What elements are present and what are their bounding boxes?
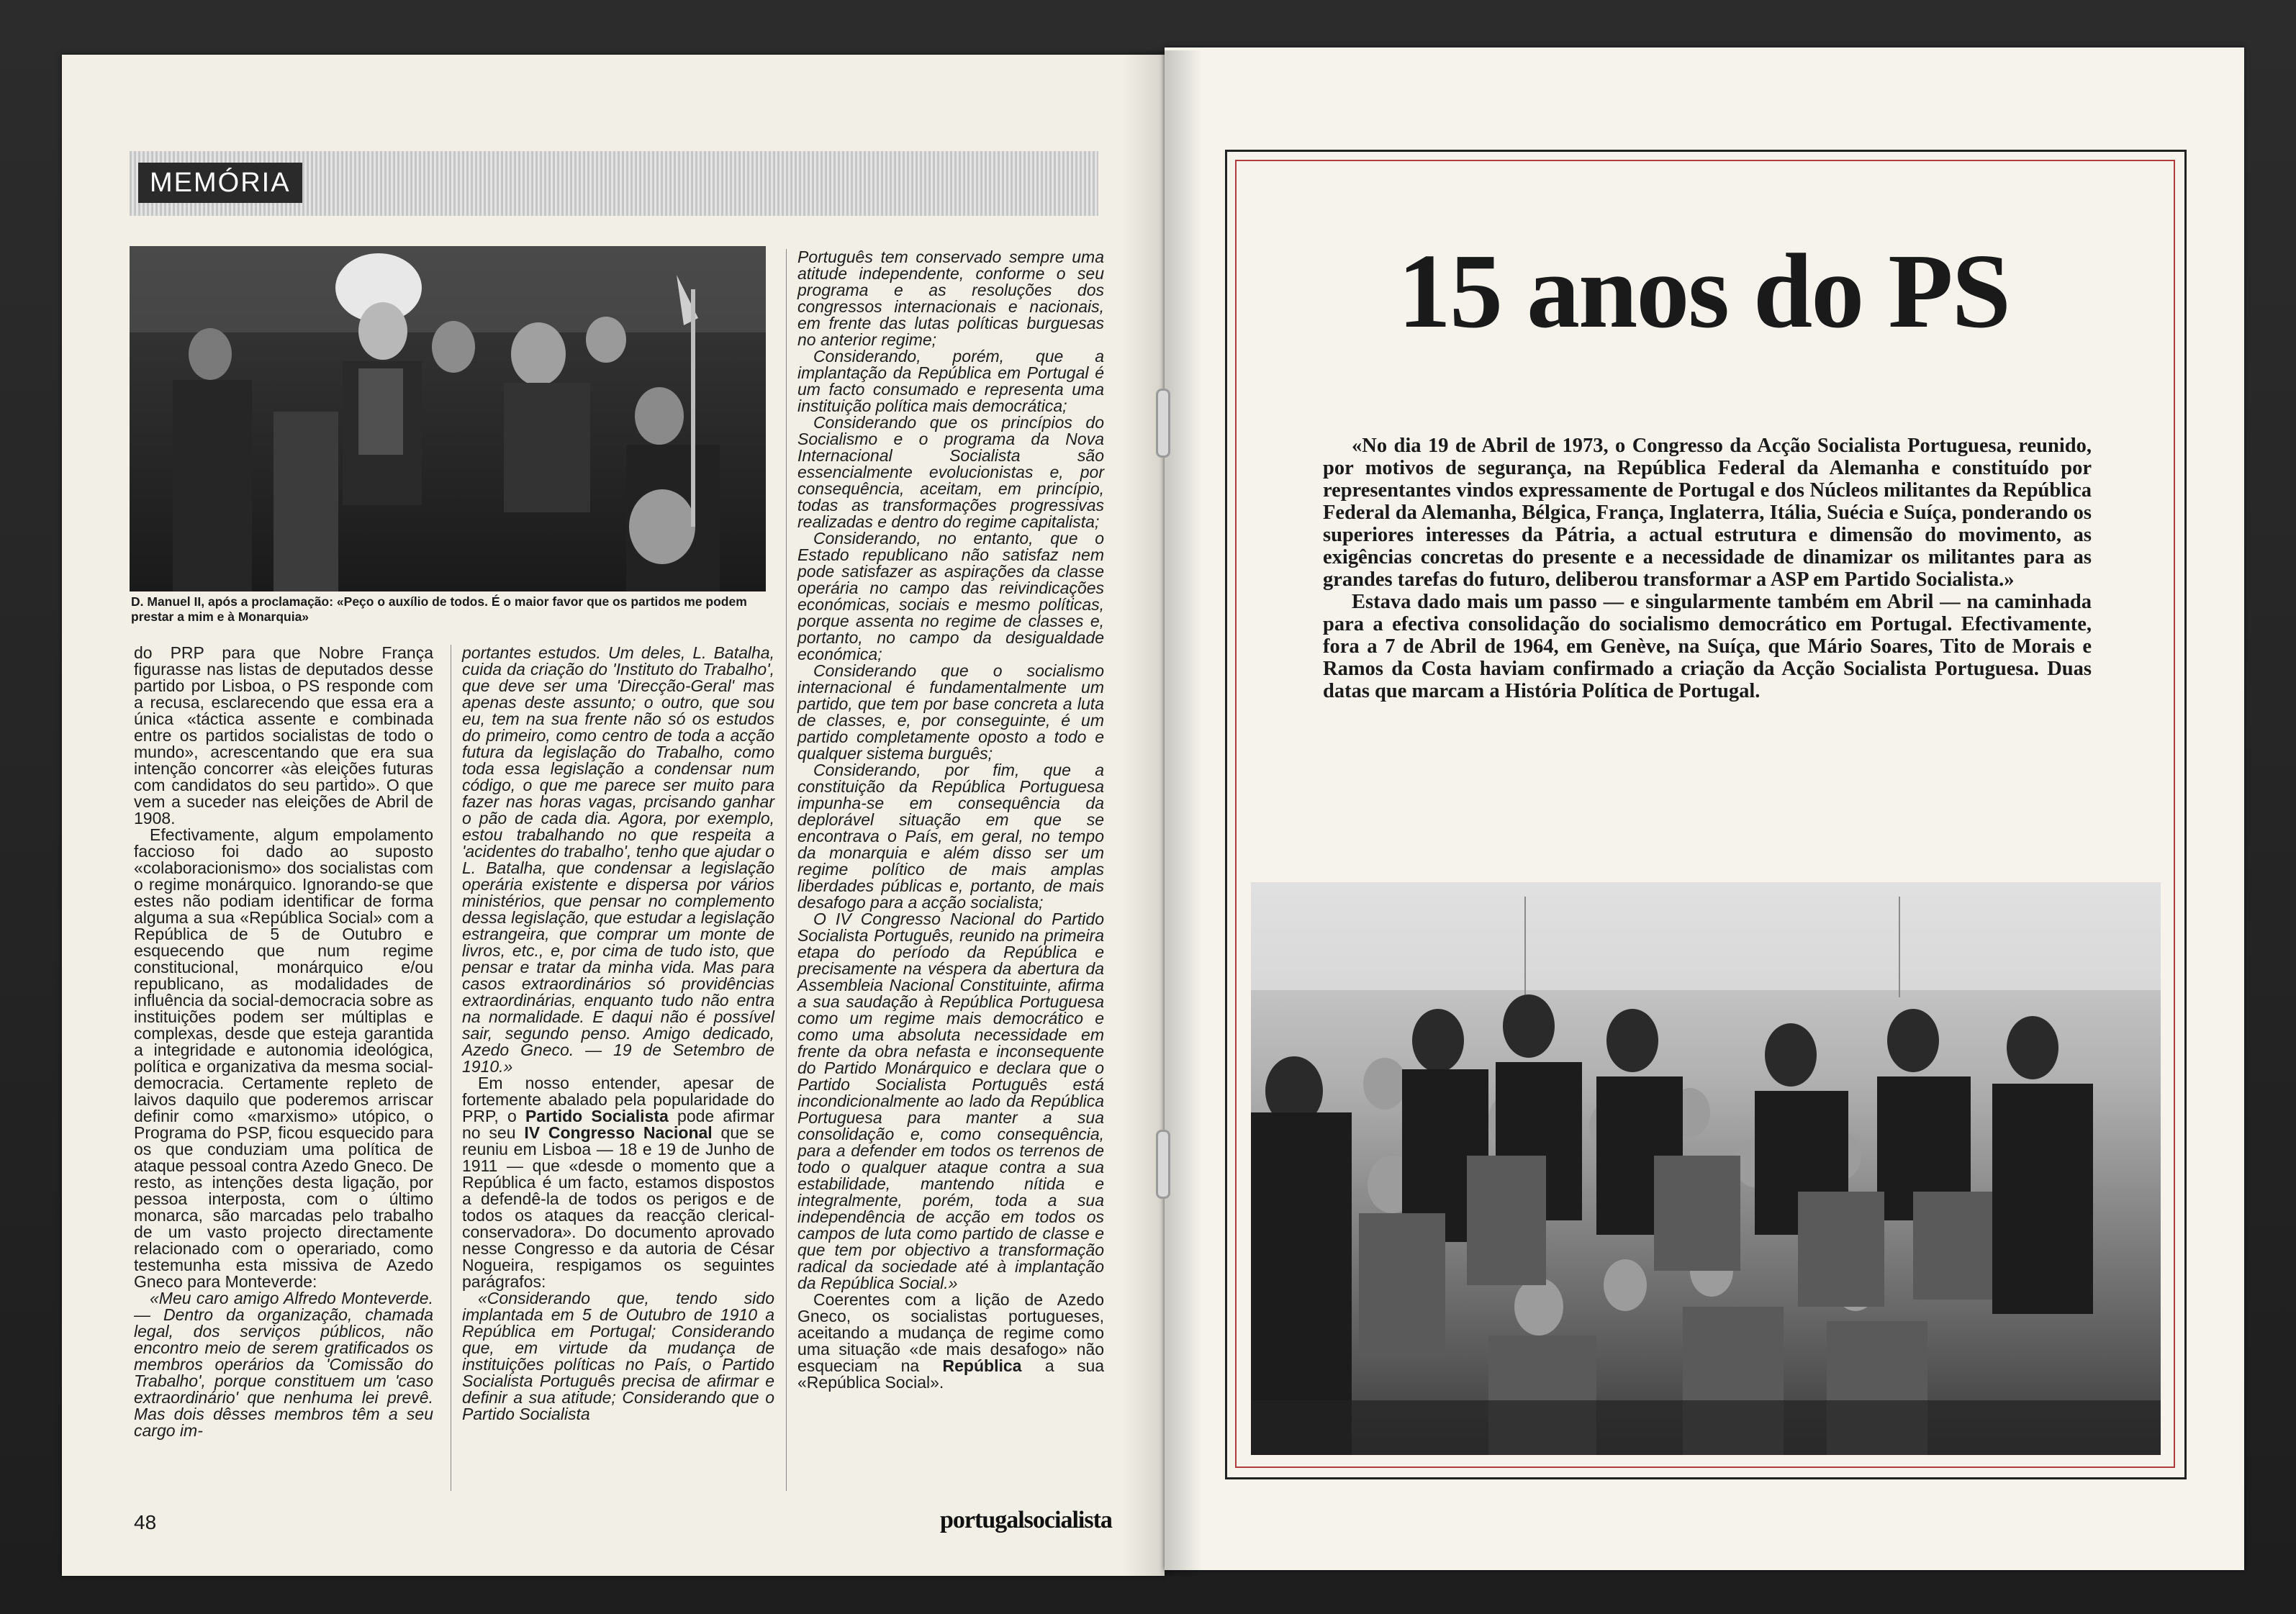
staple [1156,1130,1170,1199]
resolution-paragraph: Considerando, porém, que a implantação da República em Portugal é um facto consumado e representa uma instituição política mais democrática; [797,347,1104,415]
column-rule [786,249,787,1491]
quoted-letter: «Meu caro amigo Alfredo Monteverde. — Dentro da organização, chamada legal, dos serviços públicos, não encontro meio de serem gratificados os membros operários da 'Comissão do Trabalho', porque constituem um 'caso extraordinário' que nenhuma lei prevê. Mas dois dêsses membros têm a seu cargo im- [134,1289,433,1440]
page-number: 48 [134,1511,157,1533]
paragraph: do PRP para que Nobre França figurasse nas listas de deputados desse partido por Lisboa, o PS responde com a recusa, esclarecendo que essa era a única «táctica assente e combinada entre os partidos socialistas de todo o mundo», acrescentando que era sua intenção concorrer «às eleições futuras com candidatos do seu partido». O que vem a suceder nas eleições de Abril de 1908. [134,643,433,828]
lead-paragraph: Estava dado mais um passo — e singularmente também em Abril — na caminhada para a efectiva consolidação do socialismo democrático em Portugal. Efectivamente, fora a 7 de Abril de 1964, em Genève, na Suíça, que Mário Soares, Tito de Morais e Ramos da Costa haviam confirmado a criação da Acção Socialista Portuguesa. Duas datas que marcam a História Política de Portugal. [1323,591,2092,702]
text-column-2 [462,645,774,1423]
headline: 15 anos do PS [1398,232,2010,350]
text: a sua «República Social». [797,1356,1105,1392]
section-label: MEMÓRIA [138,163,302,203]
resolution-paragraph: Considerando, no entanto, que o Estado republicano não satisfaz nem pode satisfazer as aspirações da classe operária no campo das reivindicações económicas, sociais e mesmo políticas, porque assenta no regime de classes e, portanto, no campo da desigualdade económica; [797,529,1104,663]
resolution-paragraph: Português tem conservado sempre uma atitude independente, conforme o seu programa e as resoluções dos congressos internacionais e nacionais, em frente das lutas políticas burguesas no anterior regime; [797,248,1104,349]
text-column-1 [134,645,433,1439]
quoted-resolution: «Considerando que, tendo sido implantada em 5 de Outubro de 1910 a República em Portugal; Considerando que, em virtude da mudança de instituições políticas no País, o Partido Socialista Português precisa de afirmar e definir a sua atitude; Considerando que o Partido Socialista [462,1289,774,1423]
bold-term: IV Congresso Nacional [524,1123,713,1142]
lead-text [1323,435,2092,702]
resolution-paragraph: O IV Congresso Nacional do Partido Socialista Português, reunido na primeira etapa do período da República e precisamente na véspera da abertura da Assembleia Nacional Constituinte, afirma a sua saudação à República Portuguesa como um regime mais democrático e como uma absoluta necessidade em frente da obra nefasta e inconsequente do Partido Monárquico e declara que o Partido Socialista Português está incondicionalmente ao lado da República Portuguesa para manter a sua consolidação e, como consequência, para a defender em todos os terrenos de todo o qualquer ataque contra a sua estabilidade, mantendo nítida e integralmente, porém, toda a sua independência de acção em todos os campos de luta como partido de classe e que tem por objectivo a transformação radical da sociedade até à implantação da República Social.» [797,910,1104,1292]
text: pode afirmar no seu [462,1107,774,1142]
quoted-letter-cont: portantes estudos. Um deles, L. Batalha, cuida da criação do 'Instituto do Trabalho', que deve ser uma 'Direcção-Geral' mas apenas deste assunto; o outro, que sou eu, tem na sua frente não só os estudos do primeiro, como centro de toda a acção futura da legislação do Trabalho, como toda essa legislação a condensar num código, o que me parece ser muito para fazer nas horas vagas, prcisando ganhar o pão de cada dia. Agora, por exemplo, estou trabalhando no que respeita a 'acidentes do trabalho', tenho que ajudar o L. Batalha, que condensar a legislação operária existente e dispersa por vários ministérios, que pensar no complemento dessa legislação, que estudar a legislação estrangeira, que comprar um monte de livros, etc., e, por cima de tudo isto, que pensar e tratar da minha vida. Mas para casos extraordinários só providências extraordinárias, enquanto tudo não entra na normalidade. E daqui não é possível sair, segundo penso. Amigo dedicado, Azedo Gneco. — 19 de Setembro de 1910.» [462,643,774,1076]
photo-king-proclamation [130,246,766,591]
text-column-3 [797,249,1104,1391]
resolution-paragraph: Considerando que os princípios do Socialismo e o programa da Nova Internacional Socialista são essencialmente evolucionistas e, por consequência, aceitam, em princípio, todas as transformações progressivas realizadas e dentro do regime capitalista; [797,413,1104,531]
photo-group-congress [1251,882,2161,1455]
photo-caption: D. Manuel II, após a proclamação: «Peço o auxílio de todos. É o maior favor que os partidos me podem prestar a mim e à Monarquia» [131,594,747,624]
text: Em nosso entender, apesar de fortemente abalado pela popularidade do PRP, o [462,1074,774,1125]
text: que se reuniu em Lisboa — 18 e 19 de Junho de 1911 — que «desde o momento que a República é um facto, estamos dispostos a defendê-la de todos os perigos e de todos os ataques da reacção clerical-conservadora». Do documento aprovado nesse Congresso e da autoria de César Nogueira, respigamos os seguintes parágrafos: [462,1123,775,1291]
bold-term: Partido Socialista [525,1107,669,1125]
resolution-paragraph: Considerando que o socialismo internacional é fundamentalmente um partido, que tem por base concreta a luta de classes, e, por conseguinte, é um partido completamente oposto a todo e qualquer sistema burguês; [797,661,1104,763]
paragraph [797,1292,1104,1391]
paragraph [462,1075,774,1290]
resolution-paragraph: Considerando, por fim, que a constituição da República Portuguesa impunha-se em consequência da deplorável situação em que se encontrava o País, em geral, no tempo da monarquia e além disso ser um regime político de mais amplas liberdades públicas e, portanto, de mais desafogo para a acção socialista; [797,761,1104,912]
staple [1156,389,1170,458]
bold-term: República [942,1356,1022,1375]
lead-paragraph: «No dia 19 de Abril de 1973, o Congresso da Acção Socialista Portuguesa, reunido, por motivos de segurança, na República Federal da Alemanha e constituído por representantes vindos expressamente de Portugal e dos Núcleos militantes da República Federal da Alemanha, Bélgica, França, Inglaterra, Itália, Suécia e Suíça, ponderando os superiores interesses da Pátria, a actual estrutura e dimensão do movimento, as exigências concretas do presente e a necessidade de dinamizar os militantes para as grandes tarefas do futuro, deliberou transformar a ASP em Partido Socialista.» [1323,435,2092,591]
masthead-logo: portugalsocialista [940,1507,1112,1533]
paragraph: Efectivamente, algum empolamento faccioso foi dado ao suposto «colaboracionismo» dos socialistas com o regime monárquico. Ignorando-se que estes não podiam identificar de forma alguma a sua «República Social» com a República de 5 de Outubro e esquecendo que num regime constitucional, monárquico e/ou republicano, as modalidades de influência da social-democracia sobre as instituições podem ser múltiplas e complexas, desde que esteja garantida a integridade e autonomia ideológica, política e organizativa da mesma social-democracia. Certamente repleto de laivos daquilo que poderemos arriscar definir como «marxismo» utópico, o Programa do PSP, ficou esquecido para os que conduziam uma política de ataque pessoal contra Azedo Gneco. De resto, as intenções desta ligação, por pessoa interposta, com o último monarca, são marcadas pelo trabalho de um vasto projecto directamente relacionado com o operariado, como testemunha esta missiva de Azedo Gneco para Monteverde: [134,825,433,1291]
spine-shadow [1123,50,1202,1576]
text: Coerentes com a lição de Azedo Gneco, os socialistas portugueses, aceitando a mudança de regime como uma situação «de mais desafogo» não esqueciam na [797,1290,1104,1375]
